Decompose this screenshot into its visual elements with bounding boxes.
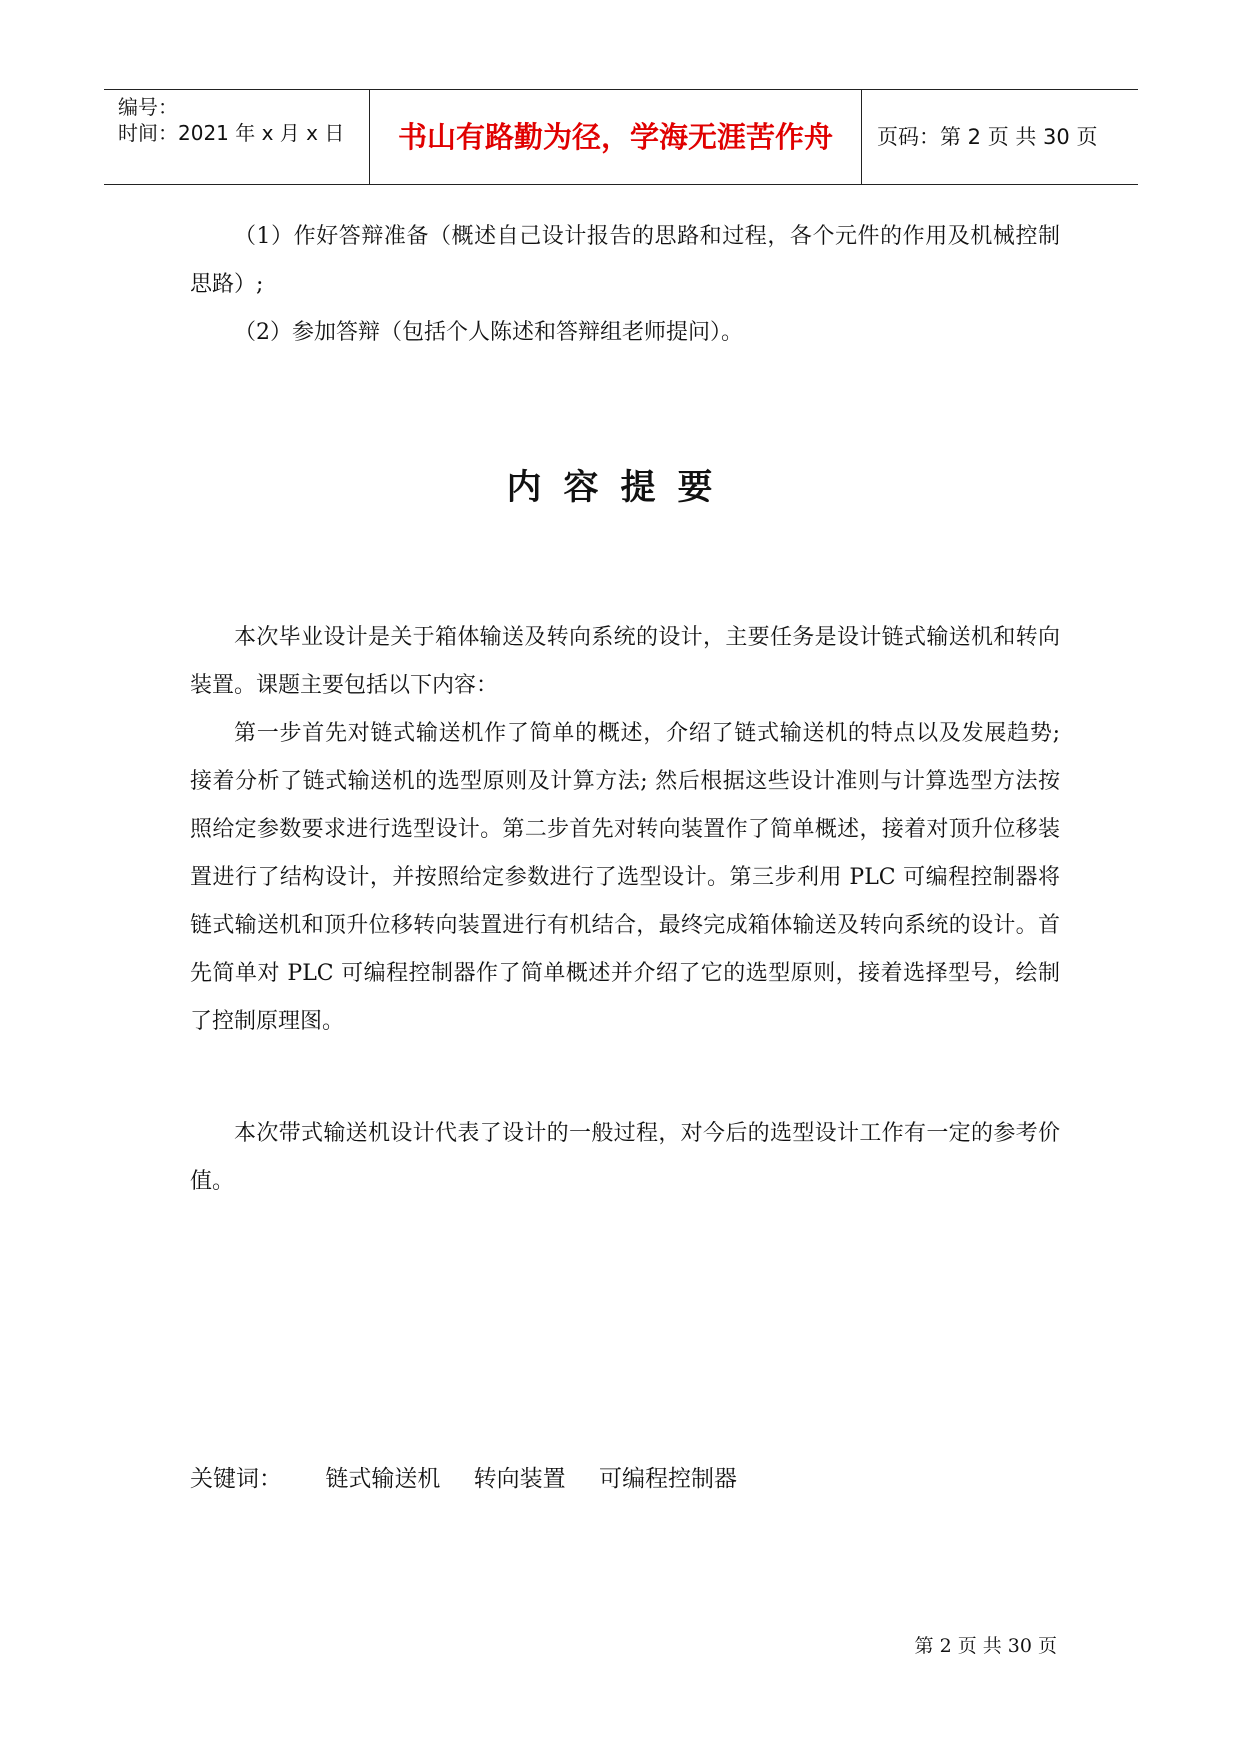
defense-item-1: （1）作好答辩准备（概述自己设计报告的思路和过程，各个元件的作用及机械控制思路）; — [190, 224, 1060, 297]
header-middle-cell — [370, 90, 862, 184]
defense-item-2: （2）参加答辩（包括个人陈述和答辩组老师提问）。 — [234, 320, 743, 345]
document-number-label: 编号： — [118, 95, 178, 119]
footer-page-number: 第 2 页 共 30 页 — [914, 1635, 1057, 1657]
keyword-item: 链式输送机 — [325, 1466, 441, 1492]
keywords-label: 关键词： — [190, 1466, 282, 1492]
page-header — [104, 89, 1138, 185]
keywords-line — [190, 1461, 763, 1497]
section-title: 内容提要 — [506, 468, 735, 508]
header-right-cell — [863, 90, 1138, 184]
abstract-paragraph-1: 本次毕业设计是关于箱体输送及转向系统的设计，主要任务是设计链式输送机和转向装置。课题主要包括以下内容： — [190, 625, 1060, 698]
header-left-cell — [104, 90, 370, 184]
header-page-number: 页码：第 2 页 共 30 页 — [877, 125, 1098, 149]
abstract-paragraph-2: 第一步首先对链式输送机作了简单的概述，介绍了链式输送机的特点以及发展趋势; 接着分析了链式输送机的选型原则及计算方法; 然后根据这些设计准则与计算选型方法按照给定参数要求进行选型设计。第二步首先对转向装置作了简单概述，接着对顶升位移装置进行了结构设计，并按照给定参数进行了选型设计。第三步利用 PLC 可编程控制器将链式输送机和顶升位移转向装置进行有机结合，最终完成箱体输送及转向系统的设计。首先简单对 PLC 可编程控制器作了简单概述并介绍了它的选型原则，接着选择型号，绘制了控制原理图。 — [190, 721, 1060, 1034]
document-time: 时间：2021 年 x 月 x 日 — [118, 121, 345, 145]
keyword-item: 可编程控制器 — [598, 1466, 737, 1492]
header-motto: 书山有路勤为径，学海无涯苦作舟 — [397, 120, 833, 154]
keyword-item: 转向装置 — [473, 1466, 566, 1492]
abstract-paragraph-3: 本次带式输送机设计代表了设计的一般过程，对今后的选型设计工作有一定的参考价值。 — [190, 1121, 1060, 1194]
